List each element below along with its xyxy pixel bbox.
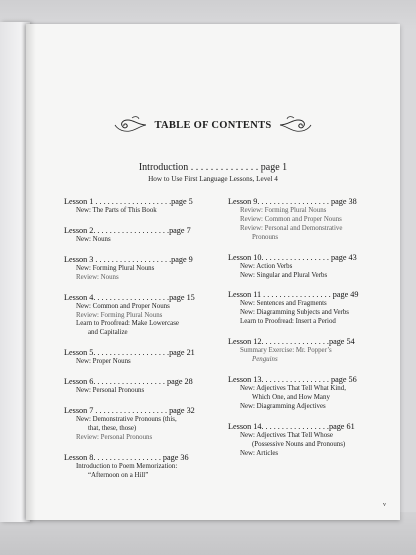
lesson-topic — [240, 450, 392, 459]
toc-lesson-entry — [228, 196, 392, 243]
toc-lesson-entry — [64, 196, 226, 216]
lesson-topic — [240, 318, 392, 327]
lesson-heading: Lesson 5. . . . . . . . . . . . . . . . . . .page 21 — [64, 348, 195, 358]
lesson-heading: Lesson 9. . . . . . . . . . . . . . . . . . page 38 — [228, 197, 357, 206]
lesson-topic — [240, 347, 392, 365]
introduction-line: Introduction . . . . . . . . . . . . . . page 1 — [138, 162, 288, 173]
toc-lesson-entry — [228, 421, 392, 459]
lesson-topic — [240, 385, 392, 403]
introduction-subtitle: How to Use First Language Lessons, Level 4 — [148, 175, 278, 183]
lesson-topic-text: New: Adjectives That Tell What Kind, — [240, 384, 346, 392]
lesson-topic — [240, 207, 392, 216]
toc-lesson-entry — [64, 405, 226, 443]
lesson-topic-continuation: Penguins — [252, 356, 278, 364]
lesson-heading: Lesson 11 . . . . . . . . . . . . . . . . . page 49 — [228, 290, 359, 300]
lesson-topic — [240, 272, 392, 281]
lesson-heading: Lesson 7 . . . . . . . . . . . . . . . . . . page 32 — [64, 406, 195, 416]
toc-lesson-entry — [228, 336, 392, 365]
lesson-topic — [76, 303, 226, 312]
lesson-topic-continuation: Pronouns — [252, 233, 279, 241]
lesson-topic-text: New: Personal Pronouns — [76, 387, 145, 395]
lesson-topic-text: New: Proper Nouns — [76, 358, 131, 366]
toc-lesson-entry — [228, 289, 392, 327]
lesson-topic-text: New: The Parts of This Book — [76, 207, 157, 214]
lesson-heading: Lesson 6. . . . . . . . . . . . . . . . . . page 28 — [64, 377, 193, 387]
lesson-topic — [76, 265, 226, 274]
lesson-topic — [76, 358, 226, 367]
lesson-topic-text: New: Adjectives That Tell Whose — [240, 431, 333, 439]
lesson-topic — [76, 312, 226, 321]
lesson-topic-text: Learn to Proofread: Insert a Period — [240, 318, 336, 326]
lesson-topic — [76, 236, 226, 245]
toc-title: TABLE OF CONTENTS — [154, 119, 272, 131]
lesson-heading: Lesson 14. . . . . . . . . . . . . . . . .page 61 — [228, 421, 355, 431]
toc-lesson-entry — [228, 252, 392, 281]
toc-lesson-entry — [64, 452, 226, 481]
right-flourish-icon — [278, 114, 314, 136]
lesson-heading: Lesson 1 . . . . . . . . . . . . . . . . . . .page 5 — [64, 197, 193, 206]
lesson-topic — [240, 225, 392, 243]
lesson-topic-text: New: Articles — [240, 449, 279, 457]
lesson-topic-text: New: Action Verbs — [240, 262, 293, 270]
lesson-topic — [76, 434, 226, 443]
lesson-topic — [240, 309, 392, 318]
lesson-topic-text: Review: Forming Plural Nouns — [76, 311, 163, 319]
lesson-topic — [76, 463, 226, 481]
toc-right-column — [228, 196, 392, 467]
lesson-heading: Lesson 2. . . . . . . . . . . . . . . . . . .page 7 — [64, 225, 191, 235]
lesson-topic-text: New: Common and Proper Nouns — [76, 302, 170, 310]
lesson-topic-text: New: Nouns — [76, 235, 111, 243]
lesson-topic — [76, 320, 226, 338]
lesson-topic-text: New: Sentences and Fragments — [240, 300, 327, 308]
lesson-topic-text: New: Diagramming Subjects and Verbs — [240, 309, 349, 317]
page-number: v — [383, 502, 386, 508]
lesson-topic-continuation: (Possessive Nouns and Pronouns) — [252, 440, 346, 448]
lesson-topic-text: Learn to Proofread: Make Lowercase — [76, 320, 179, 328]
introduction-entry — [26, 162, 400, 184]
lesson-topic-continuation: that, these, those) — [88, 424, 137, 432]
lesson-topic — [76, 274, 226, 283]
lesson-topic-text: Review: Common and Proper Nouns — [240, 215, 342, 223]
lesson-heading: Lesson 12. . . . . . . . . . . . . . . . .page 54 — [228, 337, 355, 347]
lesson-topic-continuation: and Capitalize — [88, 329, 128, 337]
lesson-topic-text: New: Forming Plural Nouns — [76, 264, 155, 272]
lesson-topic — [240, 403, 392, 412]
lesson-topic — [76, 416, 226, 434]
lesson-topic — [240, 216, 392, 225]
toc-lesson-entry — [64, 225, 226, 245]
left-flourish-icon — [112, 114, 148, 136]
lesson-topic-text: Review: Nouns — [76, 273, 119, 281]
lesson-heading: Lesson 13. . . . . . . . . . . . . . . . . page 56 — [228, 374, 357, 384]
toc-lesson-entry — [64, 376, 226, 396]
lesson-topic-text: Review: Personal and Demonstrative — [240, 224, 343, 232]
toc-lesson-entry — [228, 374, 392, 412]
toc-lesson-entry — [64, 292, 226, 339]
page-gutter-shadow — [26, 24, 36, 520]
lesson-topic-text: New: Singular and Plural Verbs — [240, 271, 328, 279]
lesson-topic-continuation: “Afternoon on a Hill” — [88, 471, 149, 479]
toc-lesson-entry — [64, 347, 226, 367]
lesson-topic — [240, 432, 392, 450]
lesson-topic-text: New: Demonstrative Pronouns (this, — [76, 416, 177, 424]
toc-left-column — [64, 196, 226, 490]
lesson-topic-text: New: Diagramming Adjectives — [240, 402, 326, 410]
lesson-topic — [240, 300, 392, 309]
lesson-heading: Lesson 4. . . . . . . . . . . . . . . . . . .page 15 — [64, 292, 195, 302]
book-page — [26, 24, 400, 520]
lesson-topic — [76, 387, 226, 396]
lesson-topic-text: Review: Personal Pronouns — [76, 433, 153, 441]
lesson-topic — [76, 207, 226, 216]
lesson-topic — [240, 263, 392, 272]
lesson-topic-continuation: Which One, and How Many — [252, 393, 330, 401]
toc-heading — [26, 112, 400, 138]
lesson-heading: Lesson 3 . . . . . . . . . . . . . . . . . . .page 9 — [64, 254, 193, 264]
lesson-topic-text: Summary Exercise: Mr. Popper’s — [240, 347, 332, 355]
lesson-heading: Lesson 8. . . . . . . . . . . . . . . . . page 36 — [64, 452, 189, 462]
lesson-heading: Lesson 10. . . . . . . . . . . . . . . . . page 43 — [228, 252, 357, 262]
lesson-topic-text: Review: Forming Plural Nouns — [240, 207, 327, 214]
toc-lesson-entry — [64, 254, 226, 283]
lesson-topic-text: Introduction to Poem Memorization: — [76, 462, 178, 470]
